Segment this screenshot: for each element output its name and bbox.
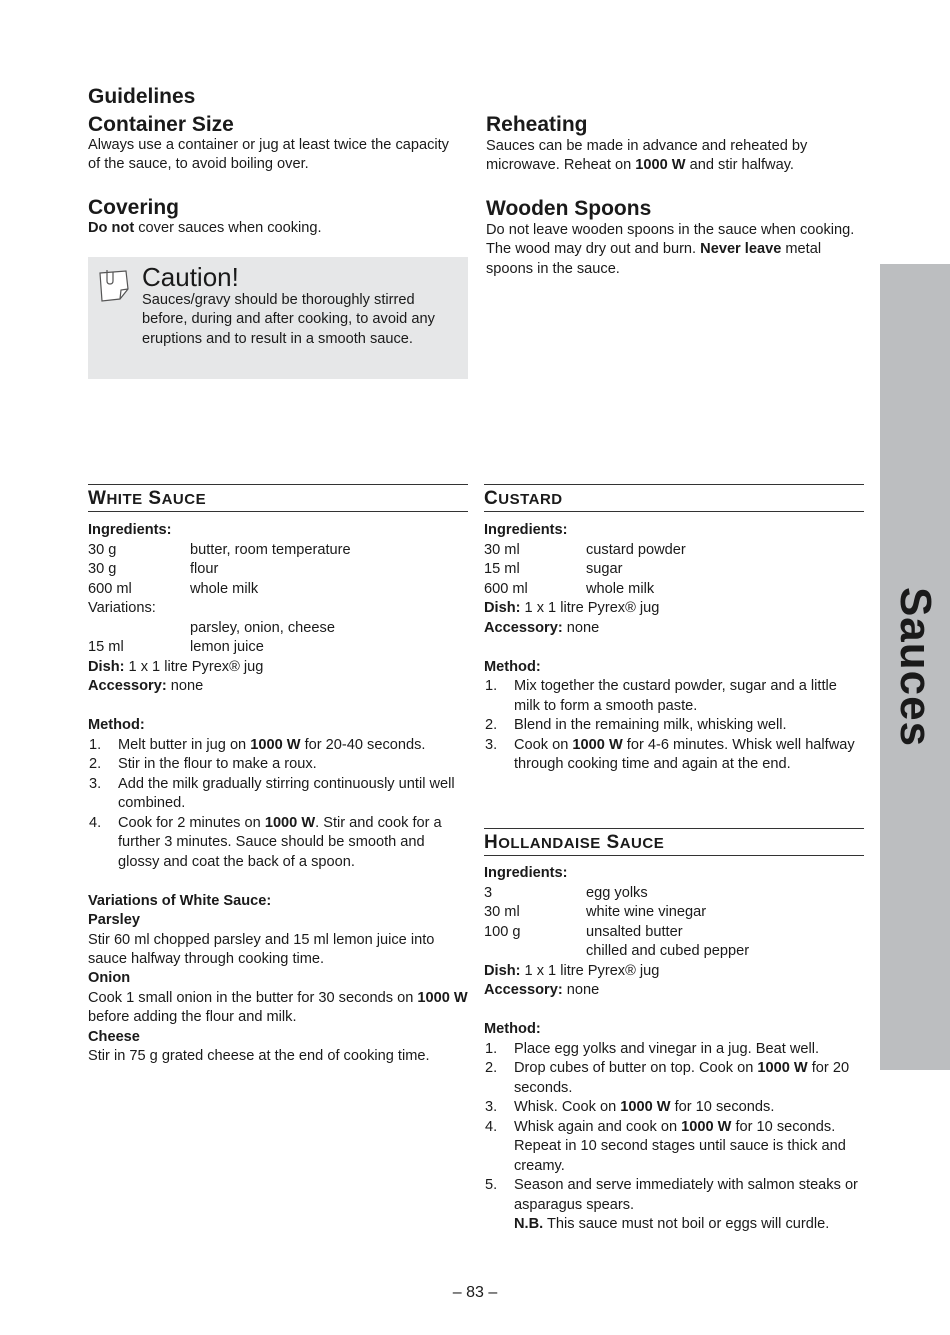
side-tab-label: Sauces [891,586,940,748]
accessory-line: Accessory: none [484,619,600,636]
caution-box [88,257,468,379]
list-item: 1. Mix together the custard powder, sugar and a little milk to form a smooth paste. [485,678,837,714]
method-label: Method: [484,1021,541,1037]
ingredients-label: Ingredients: [484,865,568,881]
ingredient-row: chilled and cubed pepper [586,943,750,959]
custard-body [484,521,864,775]
ingredient-row: 30 g flour [88,561,219,577]
list-item: 4. Whisk again and cook on 1000 W for 10 seconds. Repeat in 10 second stages until sauce is thick and creamy. [485,1118,846,1174]
list-item: 5. Season and serve immediately with salmon steaks or asparagus spears. N.B. This sauce must not boil or eggs will curdle. [485,1177,858,1232]
list-item: 3. Add the milk gradually stirring continuously until well combined. [89,775,455,811]
ingredient-row: 15 ml lemon juice [88,639,264,655]
ingredient-row: Variations: [88,600,156,616]
spacer [484,1001,864,1021]
list-item: 3. Cook on 1000 W for 4-6 minutes. Whisk well halfway through cooking time and again at the end. [485,736,855,772]
dish-line: Dish: 1 x 1 litre Pyrex® jug [88,658,264,675]
dish-line: Dish: 1 x 1 litre Pyrex® jug [484,600,660,616]
ingredient-row: 100 g unsalted butter [484,923,683,940]
accessory-line: Accessory: none [484,982,600,998]
ingredient-row: 600 ml whole milk [484,580,655,597]
guidelines-title: Guidelines [88,85,196,108]
custard-header [484,484,864,512]
ingredient-row: 15 ml sugar [484,561,623,577]
covering-text: Do not cover sauces when cooking. [88,220,322,236]
hollandaise-title: HOLLANDAISE SAUCE [484,832,665,853]
list-item: 2. Stir in the flour to make a roux. [89,756,317,772]
method-label: Method: [88,717,145,733]
wooden-spoons-heading: Wooden Spoons [486,197,652,220]
white-sauce-title: WHITE SAUCE [88,488,207,509]
caution-title: Caution! [142,262,239,292]
ingredient-row: 30 g butter, room temperature [88,541,351,558]
list-item: 4. Cook for 2 minutes on 1000 W. Stir and cook for a further 3 minutes. Sauce should be smooth and glossy and coat the back of a spoon. [89,814,442,870]
container-size-text: Always use a container or jug at least twice the capacity of the sauce, to avoid boiling over. [88,137,449,173]
onion-text: Cook 1 small onion in the butter for 30 seconds on 1000 W before adding the flour and milk. [88,989,468,1026]
variations-label: Variations of White Sauce: [88,892,272,909]
accessory-line: Accessory: none [88,678,204,694]
side-tab [880,264,950,1070]
spacer [484,638,864,658]
hollandaise-header [484,828,864,856]
parsley-label: Parsley [88,912,140,928]
ingredient-row: 30 ml white wine vinegar [484,904,707,920]
list-item: 1. Melt butter in jug on 1000 W for 20-40 seconds. [89,736,426,753]
reheating-text: Sauces can be made in advance and reheated by microwave. Reheat on 1000 W and stir halfway. [486,138,808,174]
cheese-text: Stir in 75 g grated cheese at the end of cooking time. [88,1048,430,1065]
list-item: 2. Drop cubes of butter on top. Cook on 1000 W for 20 seconds. [485,1060,850,1096]
method-label: Method: [484,658,541,675]
list-item: 3. Whisk. Cook on 1000 W for 10 seconds. [485,1099,775,1115]
list-item: 2. Blend in the remaining milk, whisking well. [485,717,787,733]
ingredients-label: Ingredients: [88,522,172,538]
custard-steps [484,677,864,775]
caution-text: Sauces/gravy should be thoroughly stirred before, during and after cooking, to avoid any eruptions and to result in a smooth sauce. [142,292,435,347]
list-item: 1. Place egg yolks and vinegar in a jug. Beat well. [485,1040,820,1057]
custard-title: CUSTARD [484,488,563,509]
hollandaise-body [484,864,864,1235]
white-sauce-header [88,484,468,512]
hollandaise-steps [484,1040,864,1235]
parsley-text: Stir 60 ml chopped parsley and 15 ml lemon juice into sauce halfway through cooking time. [88,931,435,967]
container-size-heading: Container Size [88,113,234,136]
spacer [88,872,468,892]
ingredients-label: Ingredients: [484,522,568,538]
onion-label: Onion [88,970,131,987]
wooden-spoons-text: Do not leave wooden spoons in the sauce when cooking. The wood may dry out and burn. Never leave metal spoons in the sauce. [486,222,855,277]
white-sauce-body [88,521,468,1067]
page-number: – 83 – [452,1284,498,1301]
ingredient-row: 600 ml whole milk [88,580,259,597]
white-sauce-steps [88,736,468,873]
ingredient-row: parsley, onion, cheese [190,619,335,636]
note-icon [96,267,132,303]
ingredient-row: 30 ml custard powder [484,541,686,558]
dish-line: Dish: 1 x 1 litre Pyrex® jug [484,962,660,979]
covering-heading: Covering [88,196,180,219]
spacer [88,697,468,717]
reheating-heading: Reheating [486,113,588,136]
ingredient-row: 3 egg yolks [484,884,648,901]
cheese-label: Cheese [88,1028,140,1045]
